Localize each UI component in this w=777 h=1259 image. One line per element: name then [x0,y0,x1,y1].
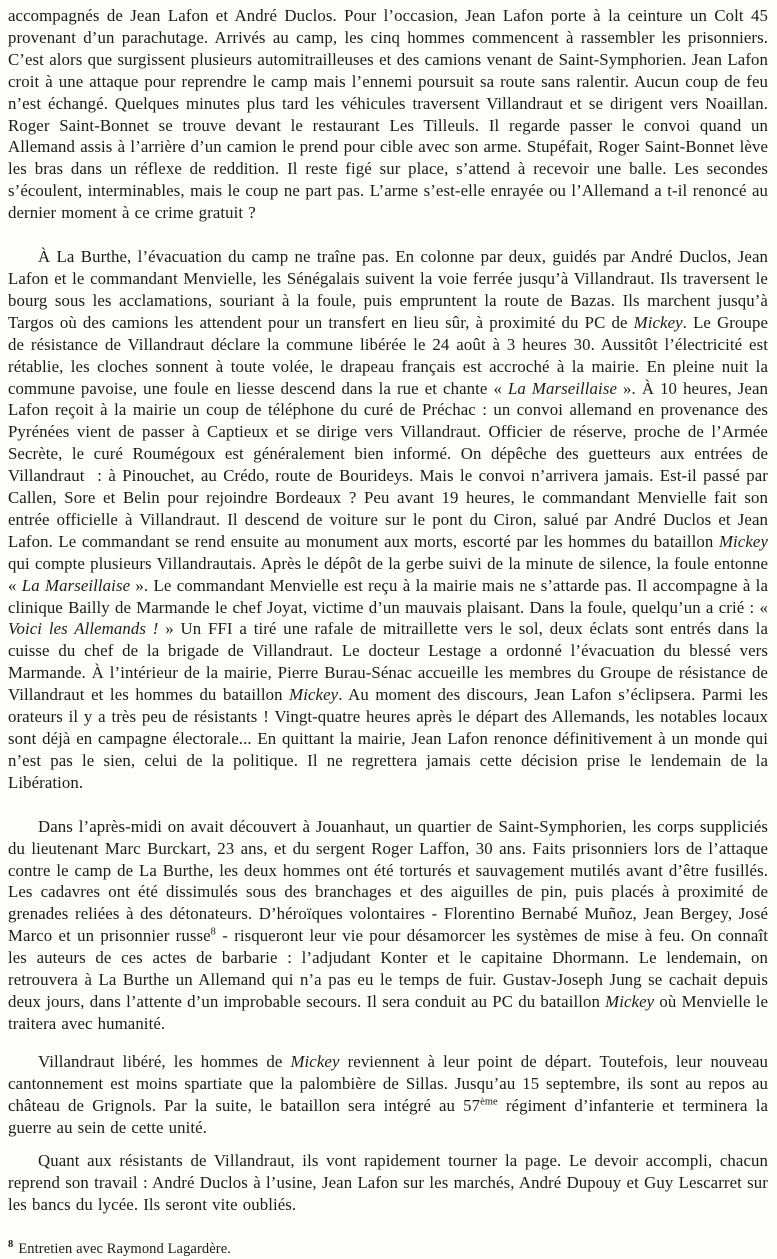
superscript-segment: ème [480,1096,498,1107]
text-segment: reviennent à leur point de départ. Toutefois, leur nouveau cantonnement est moins spartiate que la palombière de Sillas. Jusqu’au 15 septembre, ils sont au repos au château de Grignols. Par la suite, le bataillon sera intégré au 57 [8,1051,768,1115]
italic-text-segment: Voici les Allemands ! [8,619,166,639]
text-segment: Dans l’après-midi on avait découvert à Jouanhaut, un quartier de Saint-Symphorien, les corps suppliciés du lieutenant Marc Burckart, 23 ans, et du sergent Roger Laffon, 30 ans. Faits prisonniers lors de l’attaque contre le camp de La Burthe, les deux hommes ont été torturés et sauvagement mutilés avant d’être fusillés. Les cadavres ont été dissimulés sous des branchages et des aiguilles de pin, puis placés à proximité de grenades reliées à des détonateurs. D’héroïques volontaires - Florentino Bernabé Muñoz, Jean Bergey, José Marco et un prisonnier russe [8,816,768,946]
paragraph-continuation [8,5,768,224]
footnote [8,1240,768,1259]
text-segment: Villandraut libéré, les hommes de [38,1051,291,1071]
paragraph-villandraut-libere [8,1051,768,1139]
footnote-text: Entretien avec Raymond Lagardère. [18,1241,231,1258]
text-segment: À La Burthe, l’évacuation du camp ne traîne pas. En colonne par deux, guidés par André Duclos, Jean Lafon et le commandant Menvielle, les Sénégalais suivent la voie ferrée jusqu’à Villandraut. Ils traversent le bourg sous les acclamations, souriant à la foule, puis empruntent la route de Bazas. Ils marchent jusqu’à Targos où des camions les attendent pour un transfert en lieu sûr, à proximité du PC de [8,247,768,332]
paragraph-la-burthe-evacuation [8,246,768,794]
superscript-segment: 8 [210,926,216,938]
text-segment: . Le Groupe de résistance de Villandraut déclare la commune libérée le 24 août à 3 heures 30. Aussitôt l’électricité est rétablie, les cloches sonnent à toute volée, le drapeau français est accroché à la mairie. En pleine nuit la commune pavoise, une foule en liesse descend dans la rue et chante « [8,312,769,398]
text-segment: ». Le commandant Menvielle est reçu à la mairie mais ne s’attarde pas. Il accompagne à la clinique Bailly de Marmande le chef Joyat, victime d’un mauvais plaisant. Dans la foule, quelqu’un a crié : « [8,575,768,617]
italic-text-segment: La Marseillaise [507,378,617,398]
paragraph-apres-midi-jouanhaut [8,816,768,1035]
italic-text-segment: Mickey [718,531,768,551]
text-segment: ». À 10 heures, Jean Lafon reçoit à la mairie un coup de téléphone du curé de Préchac : un convoi allemand en provenance des Pyrénées vient de passer à Captieux et se dirige vers Villandraut. Officier de réserve, proche de l’Armée Secrète, le curé Roumégoux est généralement bien informé. On dépêche des guetteurs aux entrées de Villandraut : à Pinouchet, au Crédo, route de Bourideys. Mais le convoi n’arrivera jamais. Est-il passé par Callen, Sore et Belin pour rejoindre Bordeaux ? Peu avant 19 heures, le commandant Menvielle fait son entrée officielle à Villandraut. Il descend de voiture sur le pont du Ciron, salué par André Duclos et Jean Lafon. Le commandant se rend ensuite au monument aux morts, escorté par les hommes du bataillon [8,378,768,551]
text-segment: accompagnés de Jean Lafon et André Duclos. Pour l’occasion, Jean Lafon porte à la ceinture un Colt 45 provenant d’un parachutage. Arrivés au camp, les cinq hommes commencent à rassembler les prisonniers. C’est alors que surgissent plusieurs automitrailleuses et des camions venant de Saint-Symphorien. Jean Lafon croit à une attaque pour reprendre le camp mais l’ennemi poursuit sa route sans ralentir. Aucun coup de feu n’est échangé. Quelques minutes plus tard les véhicules traversent Villandraut et se dirigent vers Noaillan. Roger Saint-Bonnet se trouve devant le restaurant Les Tilleuls. Il regarde passer le convoi quand un Allemand assis à l’arrière d’un camion le prend pour cible avec son arme. Stupéfait, Roger Saint-Bonnet lève les bras dans un réflexe de reddition. Il reste figé sur place, s’attend à recevoir une balle. Les secondes s’écoulent, interminables, mais le coup ne part pas. L’arme s’est-elle enrayée ou l’Allemand a t-il renoncé au dernier moment à ce crime gratuit ? [8,6,768,223]
italic-text-segment: La Marseillaise [21,575,131,595]
text-segment: qui compte plusieurs Villandrautais. Après le dépôt de la gerbe suivi de la minute de silence, la foule entonne « [8,553,768,595]
text-segment: » Un FFI a tiré une rafale de mitraillette vers le sol, deux éclats sont entrés dans la cuisse du chef de la brigade de Villandraut. Le docteur Lestage a ordonné l’évacuation du blessé vers Marmande. À l’intérieur de la mairie, Pierre Burau-Sénac accueille les membres du Groupe de résistance de Villandraut et les hommes du bataillon [8,619,768,705]
text-segment: où Menvielle le traitera avec humanité. [8,991,768,1033]
paragraph-resistants-villandraut [8,1150,768,1216]
text-segment: Quant aux résistants de Villandraut, ils vont rapidement tourner la page. Le devoir accompli, chacun reprend son travail : André Duclos à l’usine, Jean Lafon sur les marchés, André Dupouy et Guy Lescarret sur les bancs du lycée. Ils seront vite oubliés. [8,1151,768,1215]
footnote-marker: 8 [8,1239,14,1251]
italic-text-segment: Mickey [289,685,339,705]
italic-text-segment: Mickey [605,991,655,1011]
text-segment: . Au moment des discours, Jean Lafon s’éclipsera. Parmi les orateurs il y a très peu de résistants ! Vingt-quatre heures après le départ des Allemands, les notables locaux sont déjà en campagne électorale... En quittant la mairie, Jean Lafon renonce définitivement à un monde qui n’est pas le sien, celui de la politique. Il ne regrettera jamais cette décision prise le lendemain de la Libération. [8,685,769,792]
italic-text-segment: Mickey [633,312,683,332]
text-segment: - risqueront leur vie pour désamorcer les systèmes de mise à feu. On connaît les auteurs de ces actes de barbarie : l’adjudant Konter et le capitaine Dhormann. Le lendemain, on retrouvera à La Burthe un Allemand qui n’a pas eu le temps de fuir. Gustav-Joseph Jung se cachait depuis deux jours, dans l’attente d’un improbable secours. Il sera conduit au PC du bataillon [8,926,768,1011]
italic-text-segment: Mickey [290,1051,340,1071]
text-segment: régiment d’infanterie et terminera la guerre au sein de cette unité. [8,1095,769,1137]
